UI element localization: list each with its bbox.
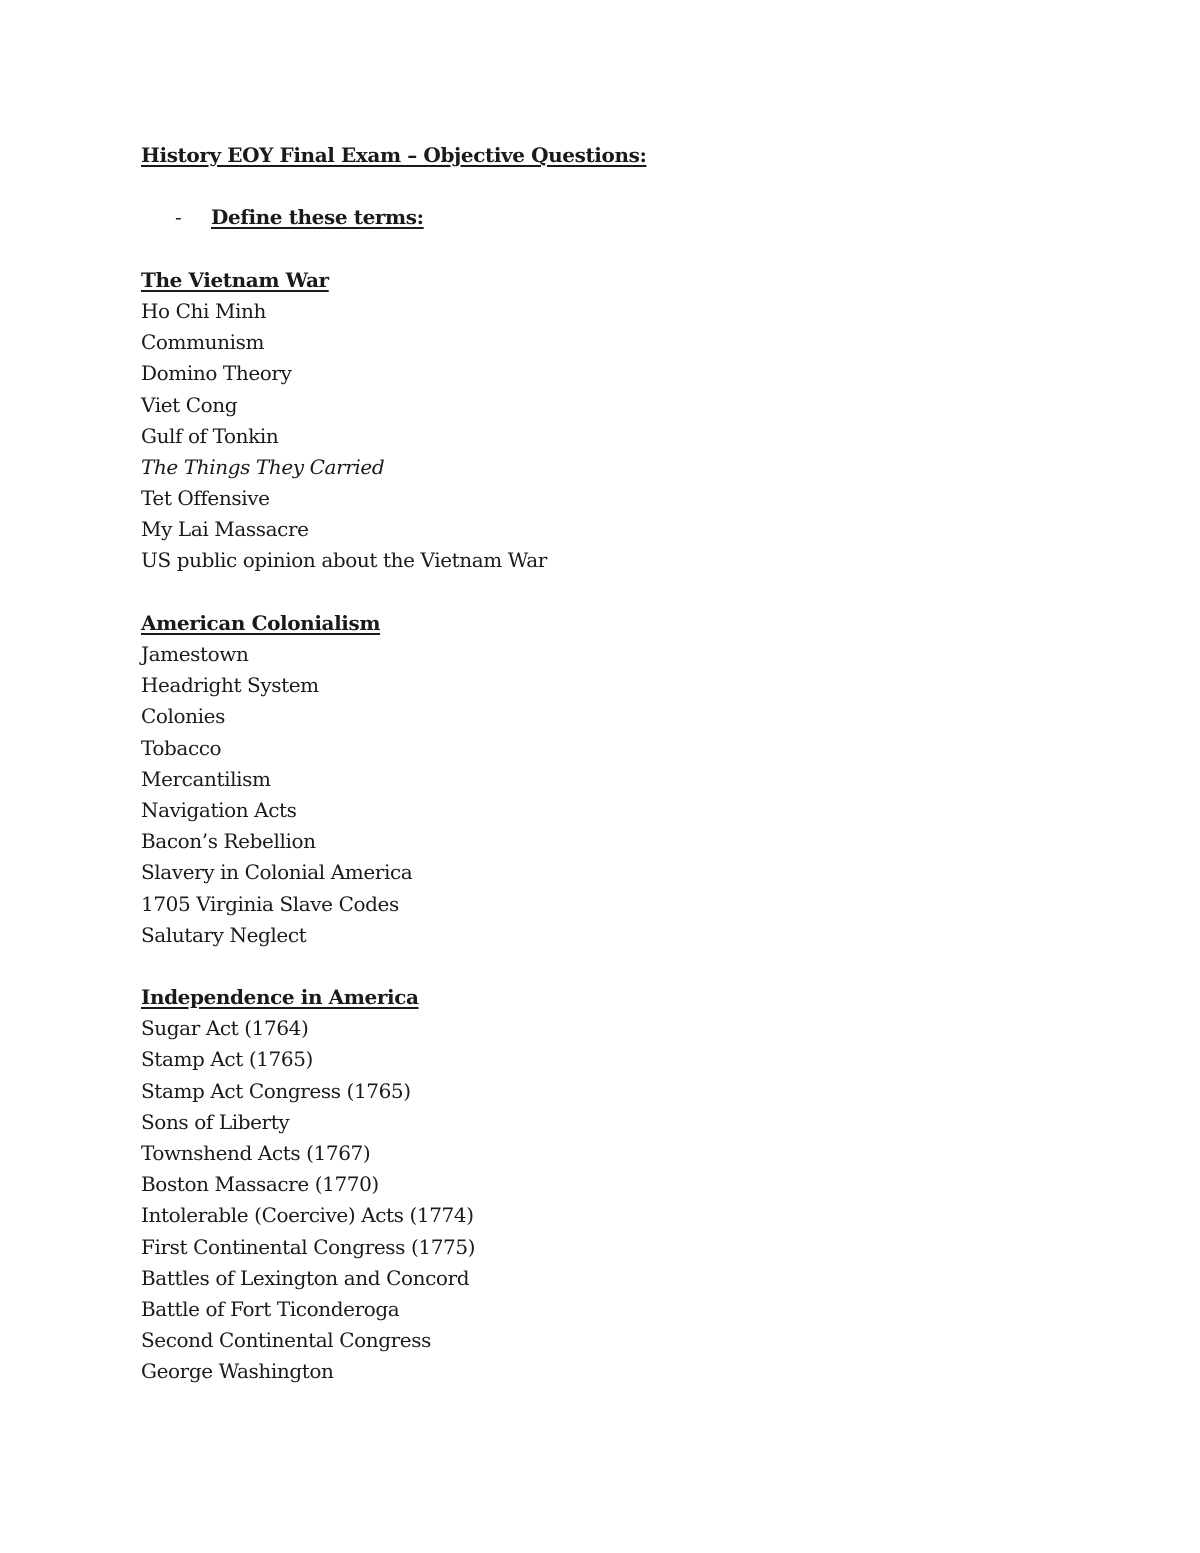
term-item: Tet Offensive bbox=[141, 486, 270, 511]
term-item: Gulf of Tonkin bbox=[141, 423, 279, 448]
term-item: 1705 Virginia Slave Codes bbox=[141, 891, 399, 916]
term-section bbox=[141, 608, 1141, 951]
term-item: Sons of Liberty bbox=[141, 1109, 290, 1134]
term-item: Sugar Act (1764) bbox=[141, 1016, 309, 1041]
term-item: Ho Chi Minh bbox=[141, 298, 267, 323]
term-item: George Washington bbox=[141, 1359, 334, 1384]
term-item: US public opinion about the Vietnam War bbox=[141, 548, 547, 573]
term-item: Townshend Acts (1767) bbox=[141, 1141, 371, 1165]
term-item: Headright System bbox=[141, 673, 319, 698]
term-item: Bacon’s Rebellion bbox=[141, 829, 316, 854]
term-item: Intolerable (Coercive) Acts (1774) bbox=[141, 1203, 474, 1228]
document-title: History EOY Final Exam – Objective Questions: bbox=[141, 143, 647, 167]
term-item: Stamp Act (1765) bbox=[141, 1047, 313, 1072]
term-item: The Things They Carried bbox=[141, 454, 385, 479]
term-item: My Lai Massacre bbox=[141, 517, 309, 542]
section-heading: American Colonialism bbox=[141, 610, 381, 635]
term-item: Battle of Fort Ticonderoga bbox=[141, 1296, 400, 1321]
section-heading: Independence in America bbox=[141, 985, 419, 1010]
term-item: Colonies bbox=[141, 704, 225, 729]
spacer bbox=[141, 171, 1141, 202]
instruction-text: Define these terms: bbox=[211, 205, 424, 230]
spacer bbox=[141, 234, 1141, 265]
spacer bbox=[141, 951, 1141, 982]
term-item: Battles of Lexington and Concord bbox=[141, 1265, 470, 1290]
term-item: Salutary Neglect bbox=[141, 922, 307, 947]
term-sections bbox=[141, 234, 1141, 1388]
term-item: Viet Cong bbox=[141, 392, 238, 417]
term-item: Jamestown bbox=[141, 642, 249, 666]
term-item: Domino Theory bbox=[141, 361, 292, 386]
document-body bbox=[141, 140, 1141, 1388]
term-item: Navigation Acts bbox=[141, 797, 297, 822]
bullet-dash: - bbox=[175, 205, 182, 230]
term-section bbox=[141, 265, 1141, 577]
term-item: Mercantilism bbox=[141, 766, 271, 791]
term-item: Slavery in Colonial America bbox=[141, 860, 413, 885]
term-section bbox=[141, 982, 1141, 1387]
instruction-row bbox=[141, 202, 1141, 233]
spacer bbox=[141, 577, 1141, 608]
term-item: First Continental Congress (1775) bbox=[141, 1234, 476, 1259]
term-item: Tobacco bbox=[141, 735, 222, 760]
term-item: Communism bbox=[141, 330, 265, 355]
section-heading: The Vietnam War bbox=[141, 267, 329, 292]
term-item: Stamp Act Congress (1765) bbox=[141, 1078, 411, 1103]
term-item: Second Continental Congress bbox=[141, 1328, 431, 1353]
term-item: Boston Massacre (1770) bbox=[141, 1172, 379, 1197]
